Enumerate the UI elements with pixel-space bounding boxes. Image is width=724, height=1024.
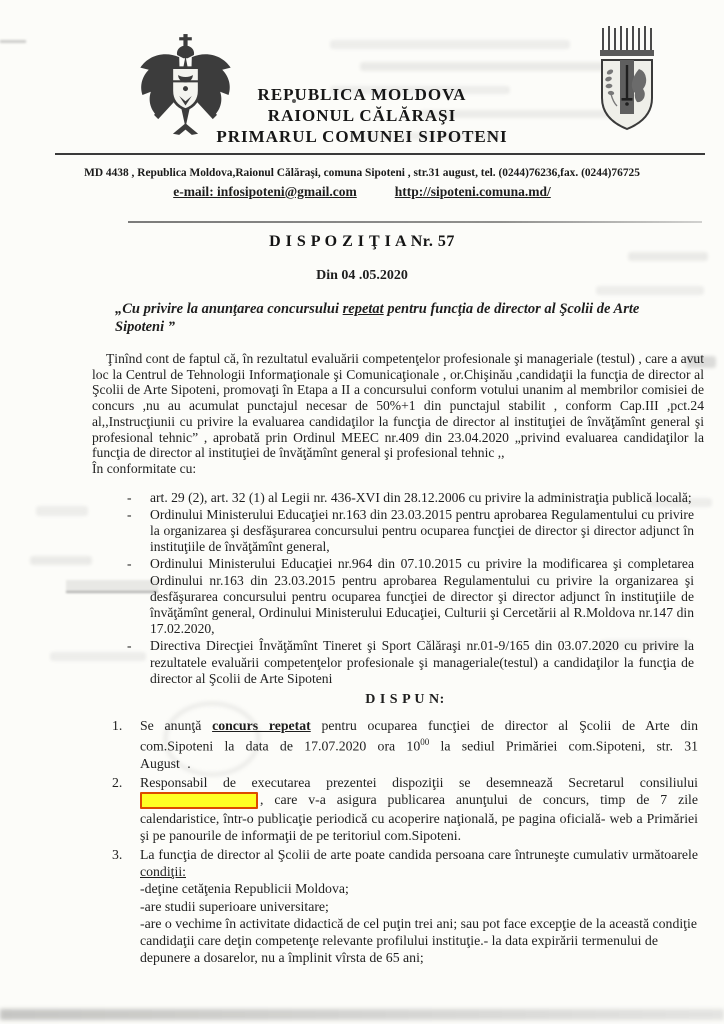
- decision2-text: , care v-a asigura publicarea anunţului de concurs, timp de 7 zile calendaristice, într-o publicaţie periodică cu acoperire naţională, pe pagina oficială- web a Primăriei şi pe panourile de informaţii de pe teritoriul com.Sipoteni.: [140, 792, 698, 843]
- condition-line: -deţine cetăţenia Republicii Moldova;: [140, 881, 349, 897]
- redacted-name-highlight: [140, 792, 258, 809]
- legal-basis-text: art. 29 (2), art. 32 (1) al Legii nr. 436-XVI din 28.12.2006 cu privire la administraţia publică locală;: [150, 489, 692, 505]
- decision1-text: la sediul Primăriei com.Sipoteni, str. 31 August .: [140, 738, 698, 771]
- decision-item-3: [112, 846, 698, 966]
- document-date: Din 04 .05.2020: [316, 268, 408, 283]
- scan-edge-artifact: [0, 40, 26, 43]
- scan-bleed-artifact: [30, 556, 92, 565]
- contact-address: MD 4438 , Republica Moldova,Raionul Călăraşi, comuna Sipoteni , str.31 august, tel. (0244)76236,fax. (0244)76725: [84, 167, 640, 179]
- decision1-text: Se anunţă: [140, 717, 213, 733]
- dispun-heading: D I S P U N:: [365, 692, 445, 708]
- subject-before: „Cu privire la anunţarea concursului: [115, 301, 343, 317]
- scan-bleed-artifact: [596, 286, 704, 295]
- decision3-underlined: condiţii:: [140, 864, 186, 880]
- scan-bleed-artifact: [36, 506, 88, 516]
- website-link[interactable]: http://sipoteni.comuna.md/: [394, 184, 551, 199]
- decision1-text: pentru ocuparea funcţiei de director al Şcolii de Arte din com.Sipoteni la data de 17.07.2020 ora 10: [140, 717, 698, 754]
- preamble-paragraph: [92, 351, 704, 461]
- decision-item-1: [112, 717, 698, 772]
- document-subject: [115, 300, 663, 336]
- preamble-text: Ţinînd cont de faptul că, în rezultatul evaluării competenţelor profesionale şi manageriale (testul) , care a avut loc la Centrul de Tehnologii Informaţionale şi Comunicaţionale , or.Chişinău ,candidaţii la funcţia de director al Şcolii de Arte Sipoteni, promovaţi în Etapa a II a concursului conform votului unanim al membrilor comisiei de concurs ,nu au acumulat punctajul necesar de 50%+1 din punctajul stabilit , conform Cap.III ,pct.24 al,,Instrucţiunii cu privire la evaluarea candidaţilor la funcţia de director al instituţiei de învăţămînt general şi profesional tehnic” , aprobată prin Ordinul MEEC nr.409 din 23.04.2020 „privind evaluarea candidaţilor la funcţia de director al instituţiei de învăţămînt general şi profesional tehnic ,,: [92, 351, 704, 461]
- document-body: [92, 351, 704, 968]
- decision2-text: Responsabil de executarea prezentei dispoziţii se desemnează Secretarul consiliului: [140, 774, 698, 790]
- legal-basis-item: [125, 638, 694, 687]
- legal-basis-item: [125, 556, 694, 637]
- legal-basis-list: [125, 490, 694, 687]
- hour-superscript: 00: [420, 736, 430, 747]
- subject-underlined: repetat: [342, 301, 384, 317]
- email-link[interactable]: e-mail: infosipoteni@gmail.com: [173, 184, 357, 199]
- scan-bleed-artifact: [330, 40, 570, 49]
- scan-bleed-artifact: [360, 62, 630, 71]
- legal-basis-text: Directiva Direcţiei Învăţămînt Tineret şi Sport Călăraşi nr.01-9/165 din 03.07.2020 cu privire la rezultatele evaluării competenţelor profesionale şi manageriale(testul) a candidaţilor la funcţia de director al Şcolii de Arte Sipoteni: [150, 638, 694, 686]
- document-title: D I S P O Z I Ţ I A Nr. 57: [269, 233, 455, 250]
- district-name: RAIONUL CĂLĂRAŞI: [267, 106, 457, 125]
- condition-line: -are o vechime în activitate didactică de cel puţin trei ani; sau pot face excepţie de la această condiţie candidaţii care deţin competenţe relevante profilului instituţie.- la data expirării termenului de depunere a dosarelor, nu a împlinit vîrsta de 65 ani;: [140, 915, 697, 966]
- decision3-lead: La funcţia de director al Şcolii de arte poate candida persoana care întruneşte cumulativ următoarele: [140, 846, 698, 862]
- decision-item-2: [112, 774, 698, 844]
- decision1-bold: concurs repetat: [212, 717, 311, 733]
- country-name: REPUBLICA MOLDOVA: [257, 85, 467, 104]
- subject-after: pentru funcţia de director al Şcolii de Arte Sipoteni ”: [115, 301, 640, 335]
- contact-links: [0, 184, 724, 200]
- scan-bleed-artifact: [0, 1009, 724, 1020]
- letterhead-titles: [0, 84, 724, 147]
- scan-bleed-artifact: [628, 252, 708, 261]
- decisions-list: [112, 717, 698, 967]
- fold-line-artifact: [128, 221, 702, 223]
- legal-basis-item: [125, 490, 694, 506]
- legal-basis-text: Ordinului Ministerului Educaţiei nr.163 din 23.03.2015 pentru aprobarea Regulamentului cu privire la organizarea şi desfăşurarea concursului pentru ocuparea funcţiei de director şi director adjunct în instituţiile de învăţămînt general,: [150, 506, 694, 555]
- condition-line: -are studii superioare universitare;: [140, 898, 329, 914]
- office-name: PRIMARUL COMUNEI SIPOTENI: [216, 127, 508, 146]
- conformity-line: În conformitate cu:: [92, 460, 197, 476]
- legal-basis-text: Ordinului Ministerului Educaţiei nr.964 din 07.10.2015 cu privire la modificarea şi completarea Ordinului nr.163 din 23.03.2015 pentru aprobarea Regulamentului cu privire la organizarea şi desfăşurarea concursului pentru ocuparea funcţiei de director şi director adjunct în instituţiile de învăţămînt general, Ordinului Ministerului Educaţiei, Culturii şi Cercetării al R.Moldova nr.147 din 17.02.2020,: [150, 556, 694, 637]
- header-divider: [55, 153, 705, 155]
- legal-basis-item: [125, 507, 694, 556]
